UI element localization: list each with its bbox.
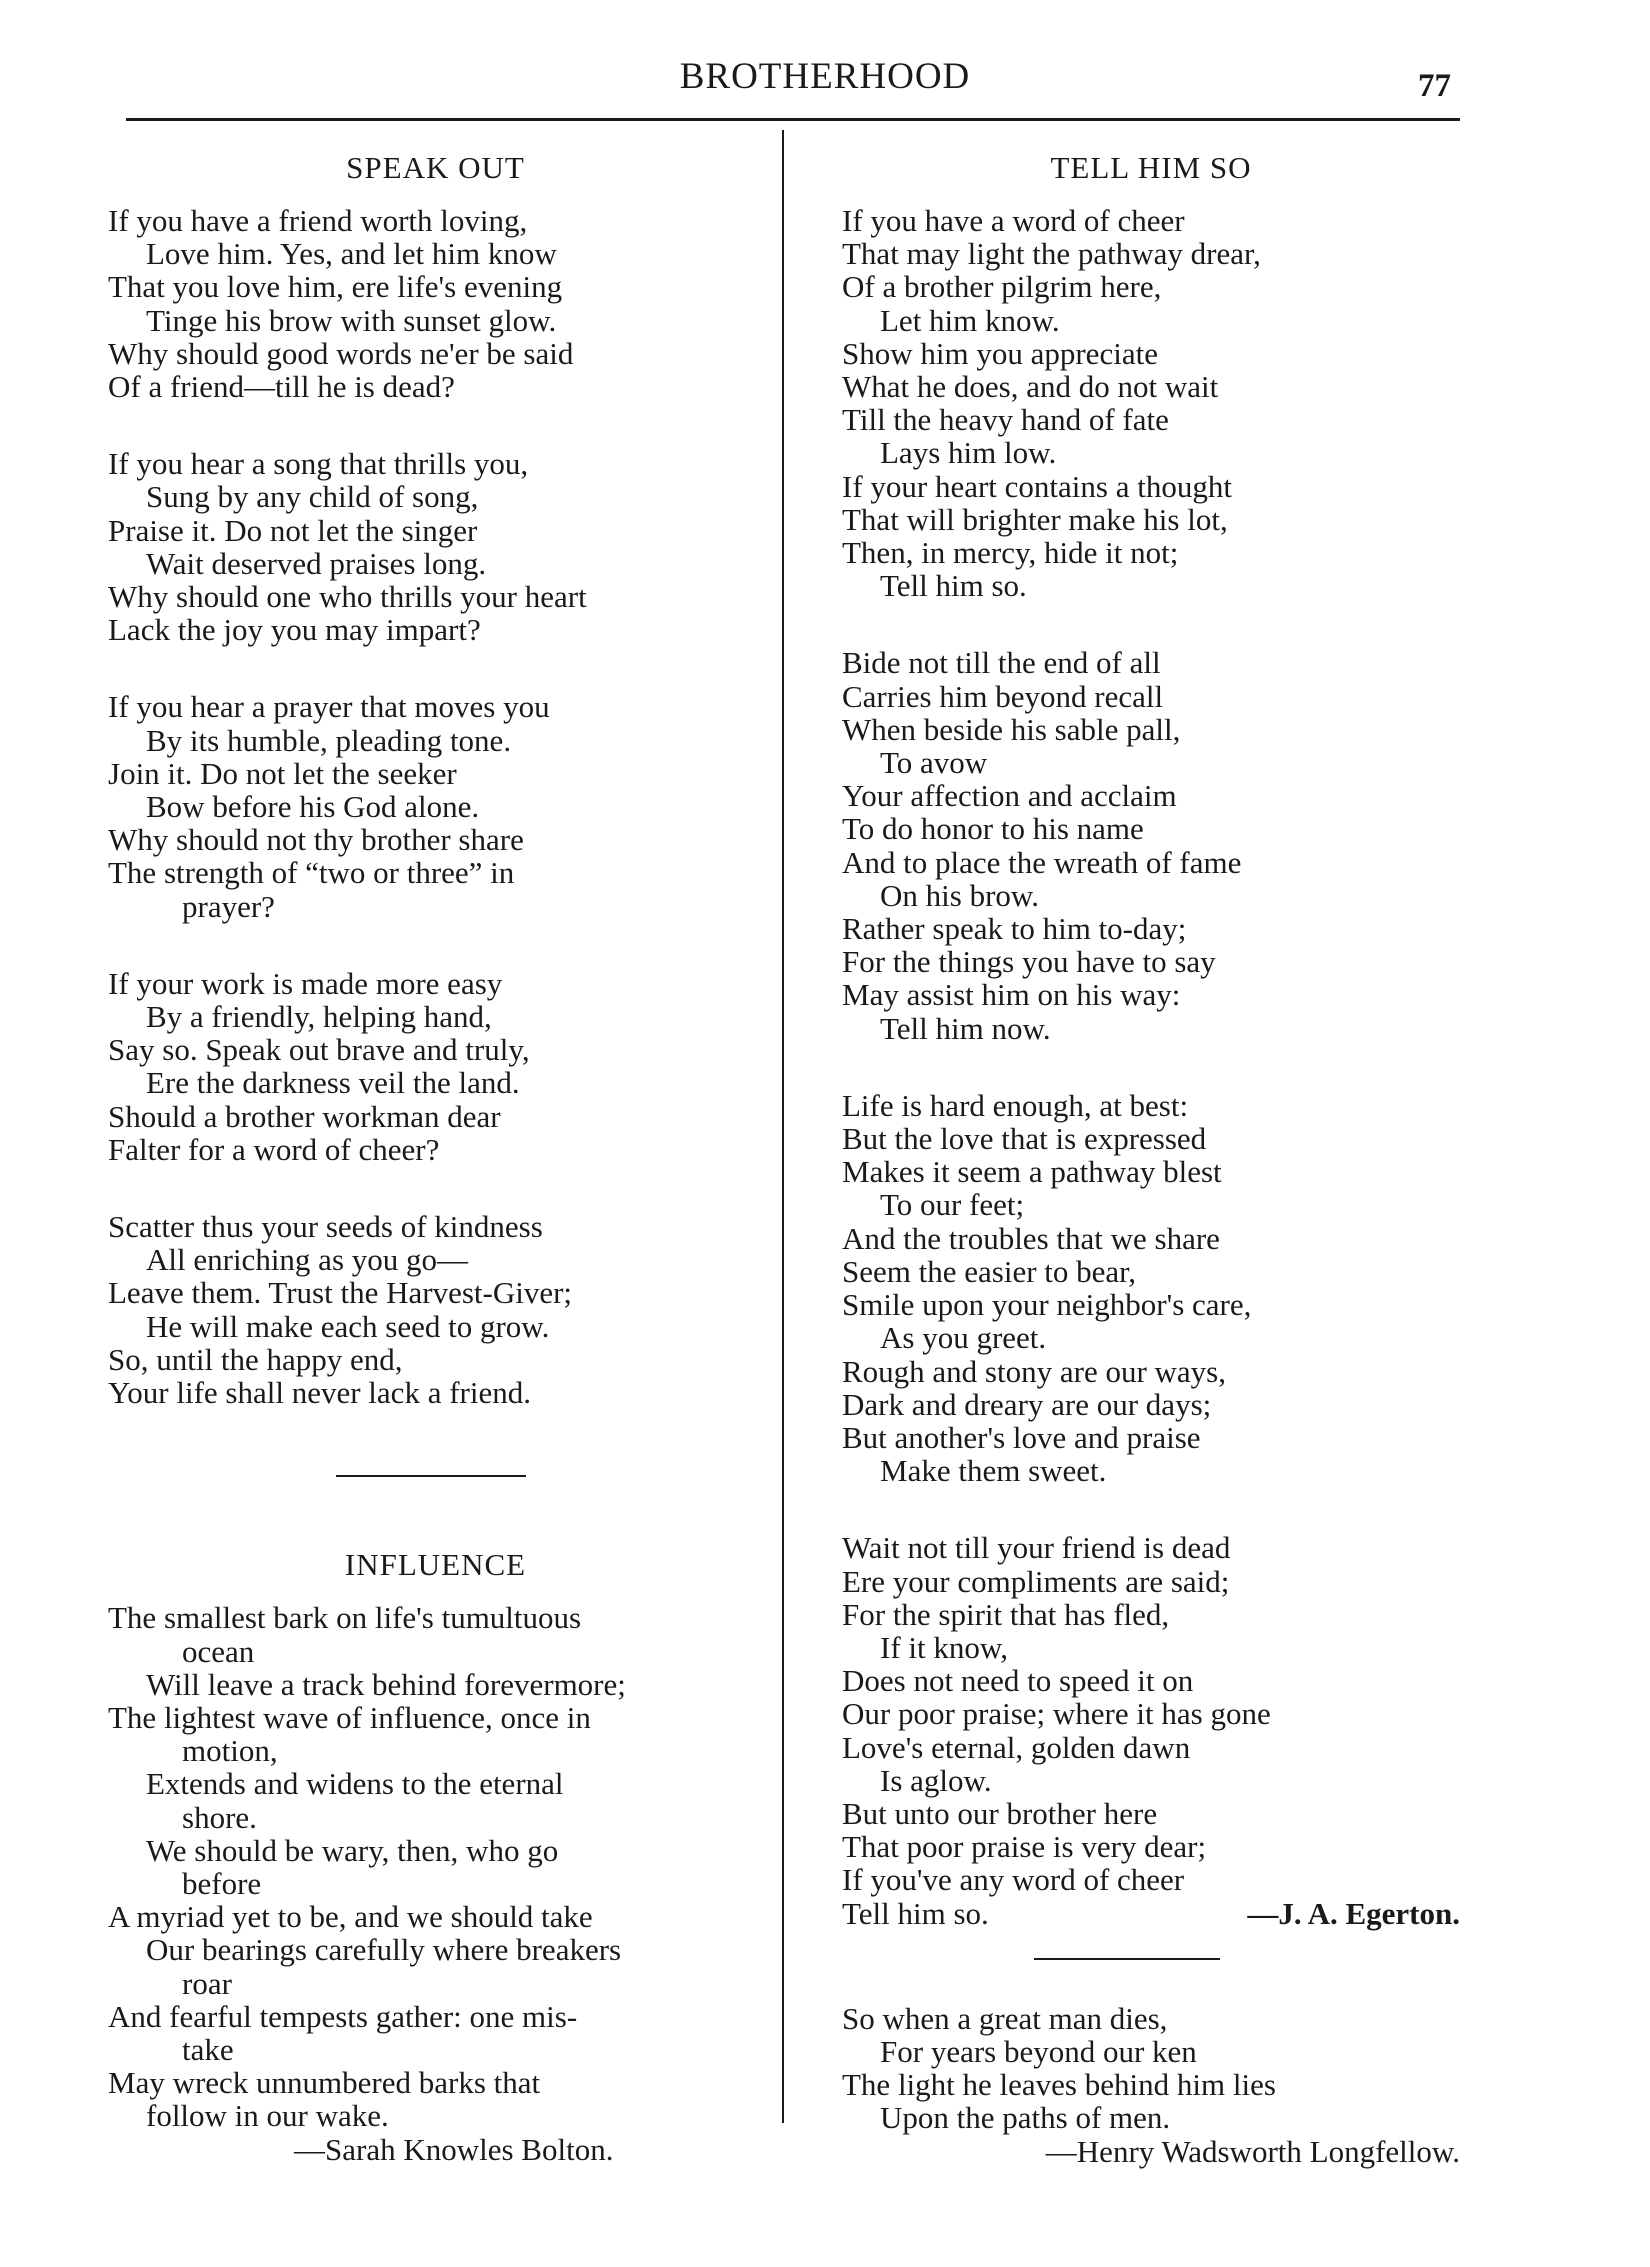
poem-line: But the love that is expressed <box>842 1121 1207 1157</box>
poem-line: Falter for a word of cheer? <box>108 1131 440 1167</box>
stanza <box>108 1210 763 1409</box>
closing-line-row <box>842 1897 1460 1930</box>
poem-line: Rather speak to him to-day; <box>842 911 1187 947</box>
stanza <box>108 690 763 922</box>
running-title: BROTHERHOOD <box>679 56 971 97</box>
poem-line: Your affection and acclaim <box>842 778 1177 814</box>
poem-line: To do honor to his name <box>842 811 1144 847</box>
stanza <box>842 646 1460 1044</box>
poem-line: prayer? <box>182 888 275 924</box>
poem-line: follow in our wake. <box>146 2098 389 2134</box>
poem-line: Then, in mercy, hide it not; <box>842 535 1179 571</box>
stanza <box>108 204 763 403</box>
poem-line: But another's love and praise <box>842 1419 1201 1455</box>
poem-line: And to place the wreath of fame <box>842 844 1242 880</box>
poem-line: Love's eternal, golden dawn <box>842 1729 1191 1765</box>
stanza <box>842 1531 1460 1929</box>
stanza <box>842 204 1460 602</box>
poem-line: Smile upon your neighbor's care, <box>842 1287 1252 1323</box>
poem-line: Leave them. Trust the Harvest-Giver; <box>108 1275 573 1311</box>
poem-line: For the spirit that has fled, <box>842 1596 1170 1632</box>
poem-line: But unto our brother here <box>842 1795 1158 1831</box>
poem-line: Is aglow. <box>880 1762 992 1798</box>
section-divider <box>1034 1958 1220 1960</box>
poem-line: Till the heavy hand of fate <box>842 402 1169 438</box>
poem-line: Will leave a track behind forevermore; <box>146 1666 626 1702</box>
poem-line: Makes it seem a pathway blest <box>842 1154 1222 1190</box>
poem-line: Of a friend—till he is dead? <box>108 369 455 405</box>
poem-title: TELL HIM SO <box>1050 150 1252 185</box>
poem-line: He will make each seed to grow. <box>146 1308 550 1344</box>
poem-line: If it know, <box>880 1629 1008 1665</box>
poem-line: Ere the darkness veil the land. <box>146 1065 520 1101</box>
poem-line: Tinge his brow with sunset glow. <box>146 302 557 338</box>
poem-line: On his brow. <box>880 877 1040 913</box>
poem-line: We should be wary, then, who go <box>146 1832 559 1868</box>
poem-line: To avow <box>880 745 988 781</box>
poem-line: Lays him low. <box>880 435 1057 471</box>
poem-line: If you have a friend worth loving, <box>108 203 528 238</box>
poem-longfellow <box>842 2002 1460 2168</box>
poem-line: When beside his sable pall, <box>842 711 1181 747</box>
poem-line: The light he leaves behind him lies <box>842 2067 1276 2103</box>
poem-line: That may light the pathway drear, <box>842 236 1261 272</box>
poem-line: So when a great man dies, <box>842 2000 1168 2036</box>
poem-line: By its humble, pleading tone. <box>146 722 512 758</box>
poem-line: Lack the joy you may impart? <box>108 612 481 648</box>
poem-line: If your work is made more easy <box>108 965 503 1001</box>
poem-line: A myriad yet to be, and we should take <box>108 1899 593 1935</box>
left-column <box>108 152 763 2166</box>
poem-line: Does not need to speed it on <box>842 1663 1194 1699</box>
poem-line: Make them sweet. <box>880 1453 1107 1489</box>
poem-line: roar <box>182 1965 232 2001</box>
poem-line: Ere your compliments are said; <box>842 1563 1230 1599</box>
poem-line: What he does, and do not wait <box>842 369 1219 405</box>
poem-tell-him-so <box>842 152 1460 1930</box>
poem-line: All enriching as you go— <box>146 1242 469 1278</box>
section-divider <box>336 1475 526 1477</box>
poem-speak-out <box>108 152 763 1409</box>
stanza <box>108 967 763 1166</box>
poem-line: The smallest bark on life's tumultuous <box>108 1600 582 1636</box>
poem-line: Our poor praise; where it has gone <box>842 1696 1271 1732</box>
poem-line: Carries him beyond recall <box>842 678 1164 714</box>
poem-line: For years beyond our ken <box>880 2033 1197 2069</box>
column-divider <box>782 130 784 2123</box>
poem-line: That will brighter make his lot, <box>842 501 1228 537</box>
page-number: 77 <box>1418 68 1451 104</box>
poem-line: Say so. Speak out brave and truly, <box>108 1032 530 1068</box>
poem-line: That you love him, ere life's evening <box>108 269 563 305</box>
poem-line: As you greet. <box>880 1320 1047 1356</box>
poem-line: shore. <box>182 1799 257 1835</box>
poem-line: ocean <box>182 1633 255 1669</box>
poem-line: Scatter thus your seeds of kindness <box>108 1209 543 1245</box>
poem-line: Why should not thy brother share <box>108 822 524 858</box>
poem-line: The strength of “two or three” in <box>108 855 515 891</box>
poem-line: Upon the paths of men. <box>880 2100 1171 2136</box>
poem-title: INFLUENCE <box>344 1547 527 1583</box>
poem-line: Rough and stony are our ways, <box>842 1353 1226 1389</box>
poem-line: Why should good words ne'er be said <box>108 335 574 371</box>
poem-line: take <box>182 2031 234 2067</box>
attribution: —J. A. Egerton. <box>1247 1895 1460 1931</box>
stanza <box>108 447 763 646</box>
poem-line: Should a brother workman dear <box>108 1098 501 1134</box>
poem-line: Let him know. <box>880 302 1060 338</box>
poem-line: Dark and dreary are our days; <box>842 1386 1212 1422</box>
poem-line: If you hear a prayer that moves you <box>108 689 550 725</box>
stanza <box>842 1089 1460 1487</box>
poem-line: Join it. Do not let the seeker <box>108 755 457 791</box>
poem-line: And the troubles that we share <box>842 1220 1220 1256</box>
poem-line: Sung by any child of song, <box>146 479 479 515</box>
poem-line: Tell him now. <box>880 1010 1051 1046</box>
poem-line: By a friendly, helping hand, <box>146 999 492 1035</box>
poem-line: So, until the happy end, <box>108 1341 403 1377</box>
poem-line: Extends and widens to the eternal <box>146 1766 564 1802</box>
poem-line: If you have a word of cheer <box>842 203 1185 238</box>
poem-line: Your life shall never lack a friend. <box>108 1375 531 1411</box>
poem-line: Our bearings carefully where breakers <box>146 1932 622 1968</box>
right-column <box>842 152 1460 2168</box>
poem-line: Tell him so. <box>842 1895 989 1931</box>
poem-line: And fearful tempests gather: one mis- <box>108 1998 578 2034</box>
poem-line: May assist him on his way: <box>842 977 1181 1013</box>
poem-line: Of a brother pilgrim here, <box>842 269 1162 305</box>
poem-line: If you hear a song that thrills you, <box>108 446 529 482</box>
poem-line: Love him. Yes, and let him know <box>146 236 557 272</box>
attribution: —Henry Wadsworth Longfellow. <box>1045 2133 1460 2169</box>
poem-line: Bow before his God alone. <box>146 789 480 825</box>
poem-line: If your heart contains a thought <box>842 468 1232 504</box>
poem-line: Wait deserved praises long. <box>146 545 487 581</box>
poem-title: SPEAK OUT <box>346 150 525 185</box>
poem-line: Life is hard enough, at best: <box>842 1087 1189 1123</box>
poem-line: Praise it. Do not let the singer <box>108 512 478 548</box>
header-rule <box>126 118 1460 121</box>
poem-line: Seem the easier to bear, <box>842 1253 1136 1289</box>
poem-line: For the things you have to say <box>842 944 1216 980</box>
poem-line: That poor praise is very dear; <box>842 1829 1207 1865</box>
poem-line: May wreck unnumbered barks that <box>108 2065 541 2101</box>
poem-line: To our feet; <box>880 1187 1025 1223</box>
poem-line: before <box>182 1865 262 1901</box>
poem-influence <box>108 1549 763 2165</box>
attribution: —Sarah Knowles Bolton. <box>294 2131 614 2167</box>
poem-line: motion, <box>182 1733 278 1769</box>
poem-line: Why should one who thrills your heart <box>108 579 587 615</box>
poem-line: If you've any word of cheer <box>842 1862 1185 1898</box>
poem-line: The lightest wave of influence, once in <box>108 1699 591 1735</box>
poem-line: Wait not till your friend is dead <box>842 1530 1231 1566</box>
poem-line: Show him you appreciate <box>842 335 1158 371</box>
poem-line: Tell him so. <box>880 568 1027 604</box>
poem-line: Bide not till the end of all <box>842 645 1161 681</box>
